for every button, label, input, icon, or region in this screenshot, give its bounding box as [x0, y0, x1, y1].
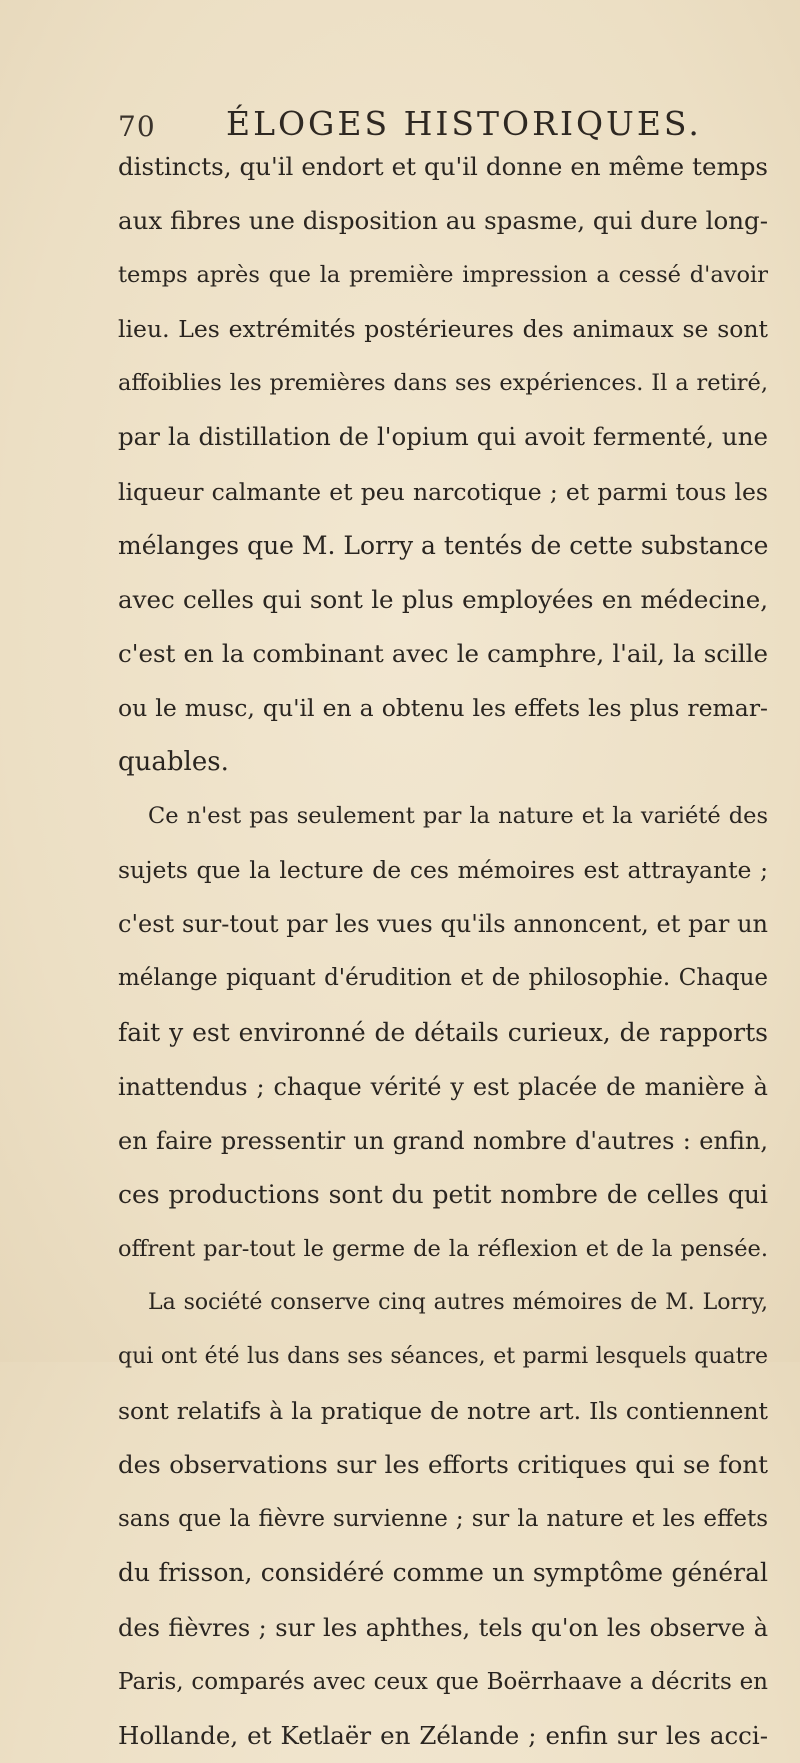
text-line: sans que la fièvre survienne ; sur la nature et les effets: [118, 1506, 768, 1533]
text-line: sont relatifs à la pratique de notre art. Ils contiennent: [118, 1397, 768, 1426]
text-line: mélange piquant d'érudition et de philosophie. Chaque: [118, 965, 768, 992]
text-line: liqueur calmante et peu narcotique ; et parmi tous les: [118, 477, 768, 506]
text-line: inattendus ; chaque vérité y est placée de manière à: [118, 1072, 768, 1101]
text-line: des fièvres ; sur les aphthes, tels qu'on les observe à: [118, 1613, 768, 1642]
text-line: lieu. Les extrémités postérieures des animaux se sont: [118, 315, 768, 344]
paragraph-end-line: quables.: [118, 747, 229, 778]
text-line: qui ont été lus dans ses séances, et parmi lesquels quatre: [118, 1344, 768, 1370]
text-line: en faire pressentir un grand nombre d'autres : enfin,: [118, 1126, 768, 1155]
text-line: du frisson, considéré comme un symptôme général: [118, 1558, 768, 1588]
text-line: aux fibres une disposition au spasme, qui dure long-: [118, 206, 768, 236]
paragraph-end-line: offrent par-tout le germe de la réflexion et de la pensée.: [118, 1235, 768, 1262]
text-line: ou le musc, qu'il en a obtenu les effets les plus remar-: [118, 693, 768, 722]
text-line: par la distillation de l'opium qui avoit fermenté, une: [118, 422, 768, 452]
text-line: temps après que la première impression a cessé d'avoir: [118, 262, 768, 289]
text-line: mélanges que M. Lorry a tentés de cette substance: [118, 530, 768, 560]
text-line: avec celles qui sont le plus employées en médecine,: [118, 584, 768, 614]
text-line: sujets que la lecture de ces mémoires est attrayante ;: [118, 856, 768, 885]
text-line: affoiblies les premières dans ses expériences. Il a retiré,: [118, 370, 768, 397]
text-line: Hollande, et Ketlaër en Zélande ; enfin sur les acci-: [118, 1720, 768, 1750]
body-text: [118, 140, 768, 1763]
running-title: ÉLOGES HISTORIQUES.: [226, 104, 702, 143]
text-line: des observations sur les efforts critiques qui se font: [118, 1450, 768, 1480]
text-line: ces productions sont du petit nombre de celles qui: [118, 1179, 768, 1209]
paragraph-start-line: Ce n'est pas seulement par la nature et la variété des: [148, 803, 768, 830]
page-number: 70: [118, 110, 156, 143]
text-line: c'est en la combinant avec le camphre, l'ail, la scille: [118, 638, 768, 668]
text-line: c'est sur-tout par les vues qu'ils annoncent, et par un: [118, 910, 768, 939]
paragraph-start-line: La société conserve cinq autres mémoires de M. Lorry,: [148, 1289, 768, 1315]
text-line: fait y est environné de détails curieux, de rapports: [118, 1017, 768, 1047]
text-line: distincts, qu'il endort et qu'il donne en même temps: [118, 152, 768, 181]
text-line: Paris, comparés avec ceux que Boërrhaave a décrits en: [118, 1668, 768, 1695]
